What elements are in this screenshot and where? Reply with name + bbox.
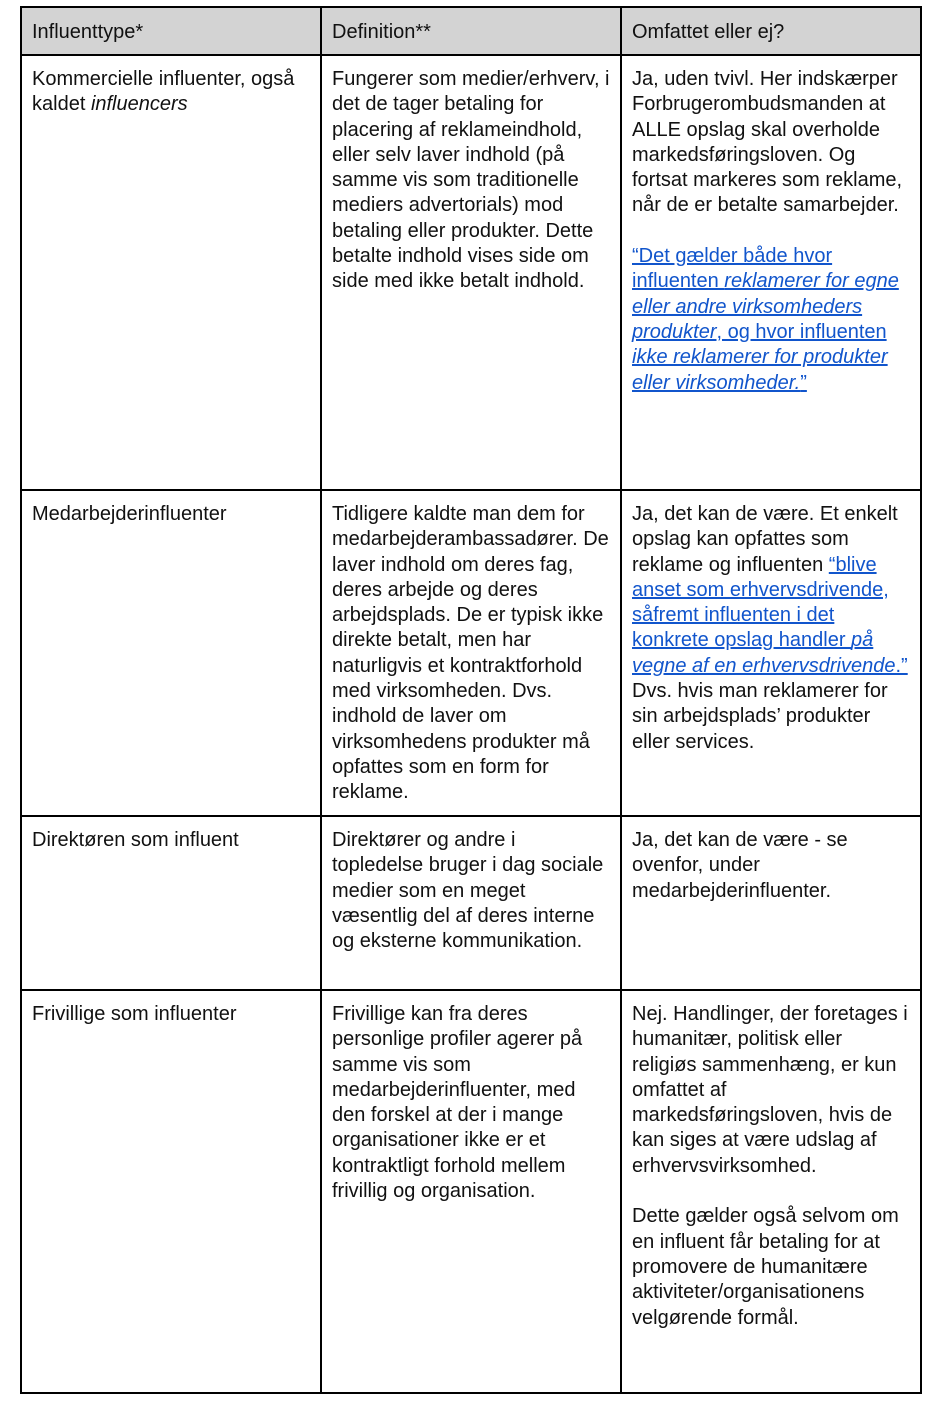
text-segment: Ja, uden tvivl. Her indskærper Forbrugerombudsmanden at ALLE opslag skal overholde markedsføringsloven. Og fortsat markeres som reklame, når de er betalte samarbejder. [632,68,903,217]
cell-definition [321,990,621,1393]
cell-definition [321,490,621,816]
table-row [21,816,921,990]
text-segment: influencers [90,93,188,116]
quote-link[interactable]: reklamerer for egne eller andre virksomheders produkter [632,270,899,343]
text-segment: Direktøren som influent [32,829,239,851]
cell-type [21,990,321,1393]
cell-definition [321,816,621,990]
header-influenttype: Influenttype* [21,7,321,55]
cell-covered [621,816,921,990]
text-segment: Ja, det kan de være. Et enkelt opslag kan opfattes som reklame og influenten [632,503,898,576]
paragraph [632,244,912,396]
quote-link[interactable]: ikke reklamerer for produkter eller virksomheder. [632,346,888,394]
cell-type [21,490,321,816]
text-segment: Frivillige kan fra deres personlige profiler agerer på samme vis som medarbejderinfluenter, med den forskel at der i mange organisationer ikke er et kontraktligt forhold mellem frivillig og organisation. [332,1003,583,1203]
text-segment: Kommercielle influenter, også kaldet [32,68,295,116]
quote-link[interactable]: “blive anset som erhvervsdrivende, såfremt influenten i det konkrete opslag handler [632,553,889,652]
text-segment: Tidligere kaldte man dem for medarbejderambassadører. De laver indhold om deres fag, deres arbejde og deres arbejdsplads. De er typisk ikke direkte betalt, men har naturligvis et kontraktforhold med virksomheden. Dvs. indhold de laver om virksomhedens produkter må opfattes som en form for reklame. [332,503,609,804]
paragraph [632,1002,912,1179]
table-row [21,490,921,816]
text-segment: Dvs. hvis man reklamerer for sin arbejdsplads’ produkter eller services. [632,680,888,753]
cell-definition [321,55,621,490]
paragraph [632,67,912,219]
text-segment: Frivillige som influenter [32,1003,237,1025]
text-segment: Ja, det kan de være - se ovenfor, under medarbejderinfluenter. [632,829,848,902]
cell-covered [621,55,921,490]
paragraph [32,828,312,853]
paragraph [332,828,612,954]
text-segment: Nej. Handlinger, der foretages i humanitær, politisk eller religiøs sammenhæng, er kun omfattet af markedsføringsloven, hvis de kan siges at være udslag af erhvervsvirksomhed. [632,1003,908,1177]
text-segment: Dette gælder også selvom om en influent får betaling for at promovere de humanitære aktiviteter/organisationens velgørende formål. [632,1205,899,1329]
quote-link[interactable]: .” [895,654,908,677]
table-row [21,990,921,1393]
paragraph [332,1002,612,1204]
paragraph [632,502,912,755]
header-omfattet: Omfattet eller ej? [621,7,921,55]
paragraph [632,1204,912,1330]
cell-covered [621,990,921,1393]
paragraph [632,828,912,904]
cell-covered [621,490,921,816]
paragraph [332,502,612,806]
paragraph [32,67,312,118]
quote-link[interactable]: , og hvor influenten [716,320,887,343]
paragraph [332,67,612,295]
paragraph [32,1002,312,1027]
influencer-table [20,6,922,1394]
cell-type [21,55,321,490]
header-definition: Definition** [321,7,621,55]
text-segment: Medarbejderinfluenter [32,503,227,525]
cell-type [21,816,321,990]
header-row [21,7,921,55]
text-segment: Direktører og andre i topledelse bruger i dag sociale medier som en meget væsentlig del af deres interne og eksterne kommunikation. [332,829,604,953]
quote-link[interactable]: ” [800,371,807,394]
text-segment: Fungerer som medier/erhverv, i det de tager betaling for placering af reklameindhold, eller selv laver indhold (på samme vis som traditionelle mediers advertorials) mod betaling eller produkter. Dette betalte indhold vises side om side med ikke betalt indhold. [332,68,610,293]
quote-link[interactable]: “Det gælder både hvor influenten [632,245,833,293]
quote-link[interactable]: på vegne af en erhvervsdrivende [632,629,896,677]
table-row [21,55,921,490]
paragraph [32,502,312,527]
